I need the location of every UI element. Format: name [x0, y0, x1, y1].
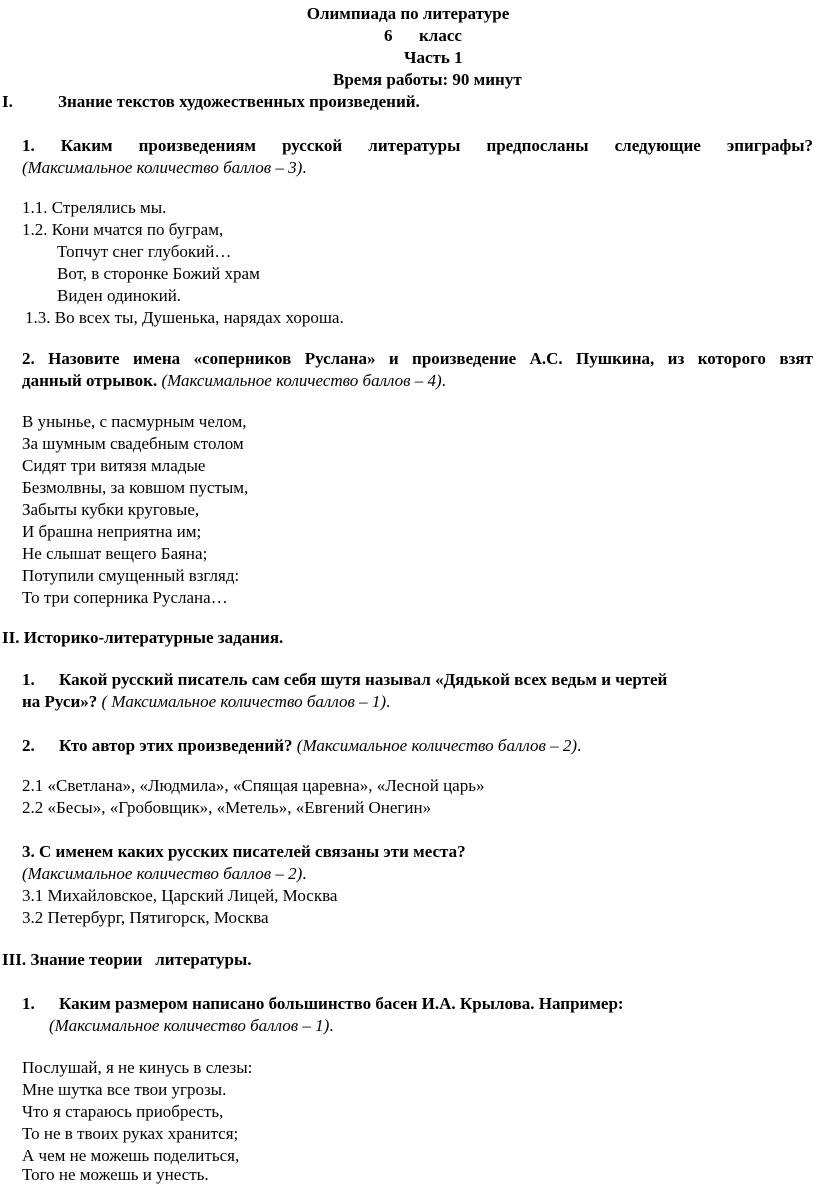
s3-q1-points-line	[49, 1015, 333, 1037]
q1-item: Топчут снег глубокий…	[57, 242, 232, 261]
part-label: Часть 1	[404, 48, 463, 67]
section3-title: III. Знание теории литературы.	[2, 950, 252, 969]
s2-q3-points-end: .	[302, 864, 307, 883]
s2-q2-num: 2.	[22, 736, 35, 755]
q1-points: (Максимальное количество баллов – 3)	[22, 158, 303, 177]
s2-q2-points: (Максимальное количество баллов – 2)	[296, 736, 578, 755]
s2-q3-text: 3. С именем каких русских писателей связаны эти места?	[22, 842, 466, 861]
q1-item: 1.2. Кони мчатся по буграм,	[22, 220, 224, 239]
q1-heading	[22, 135, 813, 157]
q2-line2-text: данный отрывок.	[22, 371, 158, 390]
poem-line: Безмолвны, за ковшом пустым,	[22, 478, 249, 497]
q1-word: произведениям	[138, 136, 257, 155]
s2-q1-points: ( Максимальное количество баллов – 1)	[101, 692, 386, 711]
s3-q1-num: 1.	[22, 994, 35, 1013]
q1-word: 1.	[22, 136, 35, 155]
poem-line: Не слышат вещего Баяна;	[22, 544, 208, 563]
poem-line: В унынье, с пасмурным челом,	[22, 412, 247, 431]
fable-line: Мне шутка все твои угрозы.	[22, 1080, 227, 1099]
q2-word: взят	[779, 349, 813, 368]
grade-number: 6	[384, 26, 393, 45]
poem-line: Забыты кубки круговые,	[22, 500, 200, 519]
fable-line: Того не можешь и унесть.	[22, 1165, 209, 1184]
s2-q1-line2-text: на Руси»?	[22, 692, 98, 711]
q2-word: Назовите	[48, 349, 120, 368]
fable-line: То не в твоих руках хранится;	[22, 1124, 239, 1143]
s3-q1-points-end: .	[329, 1016, 334, 1035]
q1-word: литературы	[368, 136, 461, 155]
q2-word: имена	[132, 349, 181, 368]
q2-word: которого	[697, 349, 766, 368]
fable-line: Что я стараюсь приобресть,	[22, 1102, 224, 1121]
doc-title: Олимпиада по литературе	[306, 4, 510, 23]
s2-q2-item: 2.1 «Светлана», «Людмила», «Спящая царевна», «Лесной царь»	[22, 776, 485, 795]
q1-word: эпиграфы?	[726, 136, 813, 155]
q2-heading	[22, 348, 813, 370]
q1-word: русской	[282, 136, 343, 155]
s3-q1-text: Каким размером написано большинство басен И.А. Крылова. Например:	[59, 994, 624, 1013]
q1-item: Виден одинокий.	[57, 286, 182, 305]
q1-item: 1.1. Стрелялись мы.	[22, 198, 167, 217]
section2-title: II. Историко-литературные задания.	[2, 628, 284, 647]
q2-word: А.С.	[529, 349, 563, 368]
q2-points: (Максимальное количество баллов – 4)	[161, 371, 442, 390]
poem-line: Сидят три витязя младые	[22, 456, 206, 475]
s2-q3-points: (Максимальное количество баллов – 2)	[22, 864, 303, 883]
s2-q1-text: Какой русский писатель сам себя шутя называл «Дядькой всех ведьм и чертей	[59, 670, 668, 689]
grade-word: класс	[419, 26, 462, 45]
q1-word: Каким	[60, 136, 113, 155]
poem-line: То три соперника Руслана…	[22, 588, 228, 607]
s2-q2-points-end: .	[577, 736, 582, 755]
q2-word: произведение	[412, 349, 517, 368]
q2-word: «соперников	[193, 349, 292, 368]
s2-q1-num: 1.	[22, 670, 35, 689]
s2-q2-item: 2.2 «Бесы», «Гробовщик», «Метель», «Евгений Онегин»	[22, 798, 432, 817]
time-label: Время работы: 90 минут	[333, 70, 522, 89]
poem-line: И брашна неприятна им;	[22, 522, 202, 541]
s2-q3-item: 3.1 Михайловское, Царский Лицей, Москва	[22, 886, 338, 905]
q1-item: Вот, в сторонке Божий храм	[57, 264, 260, 283]
s2-q3-item: 3.2 Петербург, Пятигорск, Москва	[22, 908, 269, 927]
s2-q3-points-line	[22, 863, 306, 885]
q1-points-line	[22, 157, 306, 179]
q1-word: предпосланы	[486, 136, 589, 155]
q2-line2	[22, 370, 446, 392]
q2-word: Руслана»	[304, 349, 376, 368]
poem-line: За шумным свадебным столом	[22, 434, 244, 453]
q2-word: из	[667, 349, 685, 368]
q2-points-end: .	[441, 371, 446, 390]
q1-word: следующие	[614, 136, 701, 155]
s2-q1-line2	[22, 691, 390, 713]
s2-q2-line	[59, 735, 581, 757]
poem-line: Потупили смущенный взгляд:	[22, 566, 240, 585]
q1-item: 1.3. Во всех ты, Душенька, нарядах хороша.	[25, 308, 344, 327]
q2-word: 2.	[22, 349, 35, 368]
q1-points-end: .	[302, 158, 307, 177]
fable-line: А чем не можешь поделиться,	[22, 1146, 240, 1165]
q2-word: Пушкина,	[576, 349, 655, 368]
q2-word: и	[388, 349, 399, 368]
fable-line: Послушай, я не кинусь в слезы:	[22, 1058, 253, 1077]
section1-title: Знание текстов художественных произведений.	[58, 92, 420, 111]
s3-q1-points: (Максимальное количество баллов – 1)	[49, 1016, 330, 1035]
s2-q2-text: Кто автор этих произведений?	[59, 736, 293, 755]
section1-roman: I.	[2, 92, 13, 111]
s2-q1-points-end: .	[385, 692, 391, 711]
